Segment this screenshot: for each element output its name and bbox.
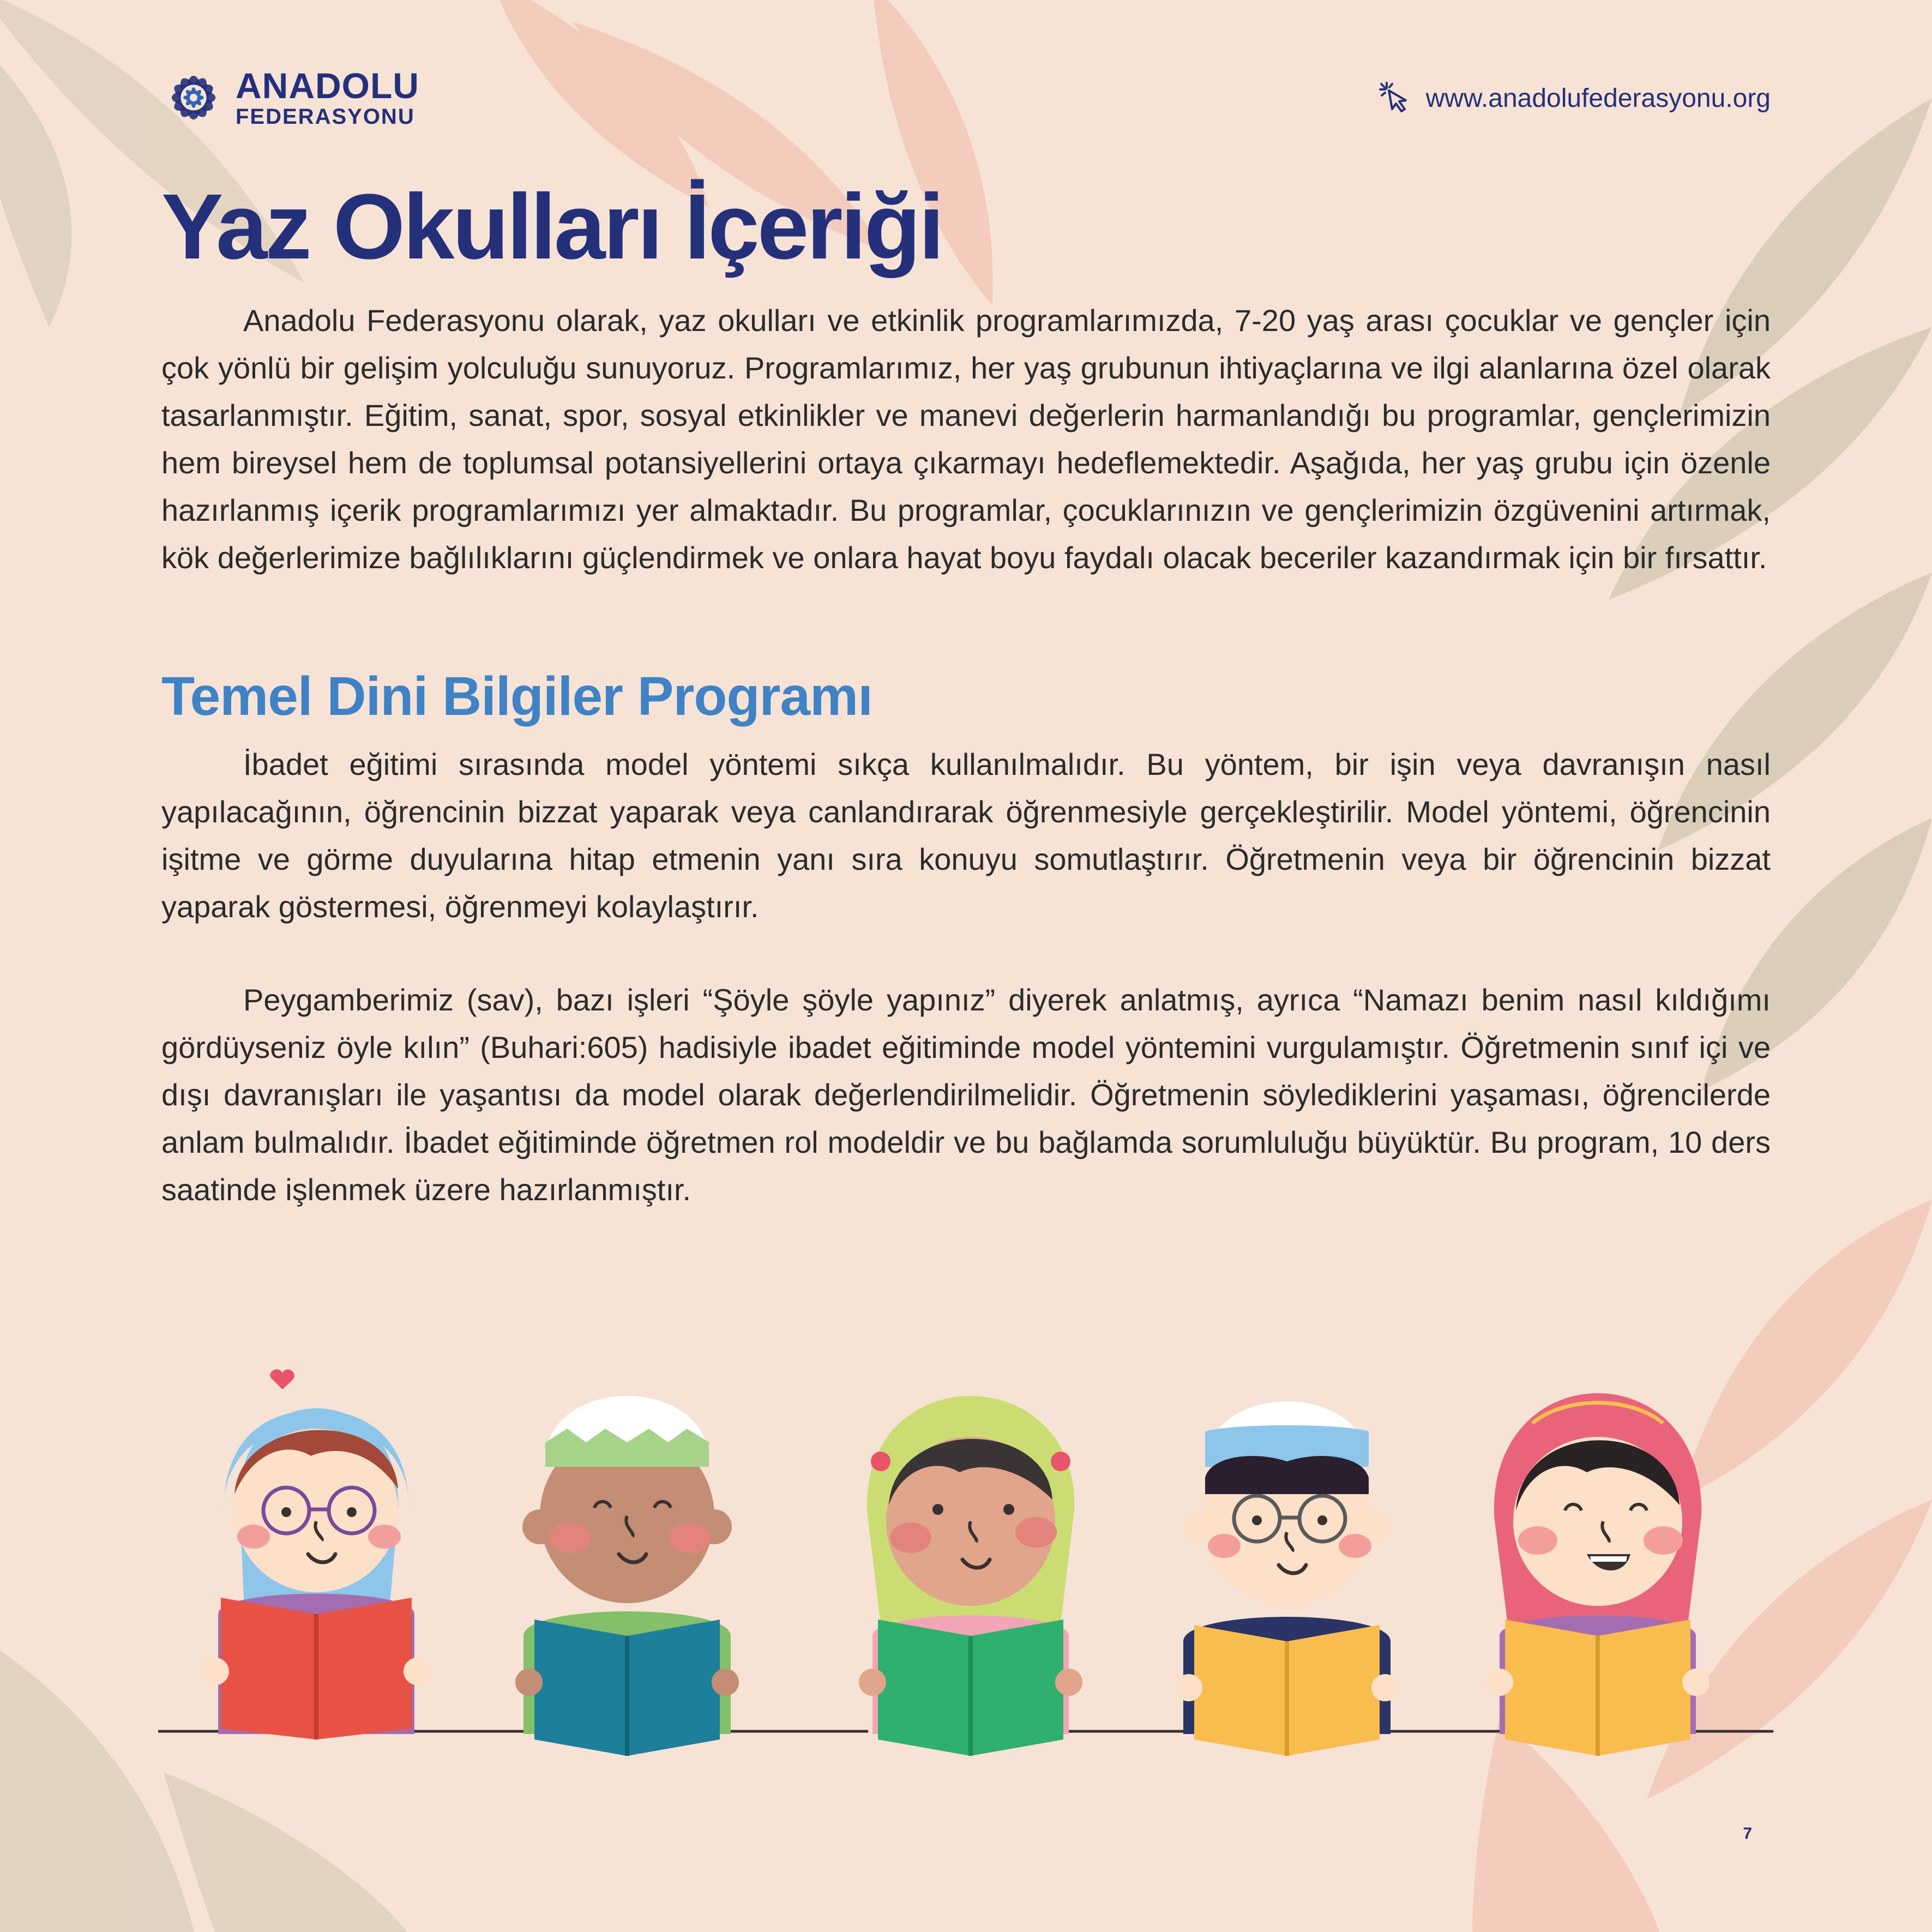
intro-text: Anadolu Federasyonu olarak, yaz okulları ve etkinlik programlarımızda, 7-20 yaş arası çocuklar ve gençler için çok yönlü bir gelişim yolculuğu sunuyoruz. Programlarımız, her yaş grubunun ihtiyaçlarına ve ilgi alanlarına özel olarak tasarlanmıştır. Eğitim, sanat, spor, sosyal etkinlikler ve manevi değerlerin harmanlandığı bu programlar, gençlerimizin hem bireysel hem de toplumsal potansiyellerini ortaya çıkarmayı hedeflemektedir. Aşağıda, her yaş grubu için özenle hazırlanmış içerik programlarımızı yer almaktadır. Bu programlar, çocuklarınızın ve gençlerimizin özgüvenini artırmak, kök değerlerimize bağlılıklarını güçlendirmek ve onlara hayat boyu faydalı olacak beceriler kazandırmak için bir fırsattır. bbox=[161, 303, 1771, 575]
kid-blue-hijab bbox=[202, 1369, 431, 1740]
kid-white-kufi bbox=[515, 1396, 739, 1756]
kid-green-hijab bbox=[859, 1396, 1082, 1756]
page-number: 7 bbox=[1743, 1825, 1752, 1843]
section-paragraph-2 bbox=[161, 976, 1771, 1213]
website-url[interactable]: www.anadolufederasyonu.org bbox=[1425, 83, 1771, 113]
page-title: Yaz Okulları İçeriği bbox=[161, 175, 942, 279]
kid-blue-kufi bbox=[1175, 1401, 1399, 1756]
children-reading-illustration bbox=[158, 1331, 1778, 1767]
logo-name: ANADOLU bbox=[236, 65, 419, 106]
intro-paragraph bbox=[161, 297, 1771, 581]
section-heading: Temel Dini Bilgiler Programı bbox=[161, 666, 872, 727]
section-paragraph-1 bbox=[161, 741, 1771, 930]
section-paragraph-1-text: İbadet eğitimi sırasında model yöntemi sıkça kullanılmalıdır. Bu yöntem, bir işin veya davranışın nasıl yapılacağının, öğrencinin bizzat yaparak veya canlandırarak öğrenmesiyle gerçekleştirilir. Model yöntemi, öğrencinin işitme ve görme duyularına hitap etmenin yanı sıra konuyu somutlaştırır. Öğretmenin veya bir öğrencinin bizzat yaparak göstermesi, öğrenmeyi kolaylaştırır. bbox=[161, 747, 1771, 924]
logo-subname: FEDERASYONU bbox=[236, 105, 415, 129]
cursor-click-icon bbox=[1379, 81, 1414, 116]
federation-logo[interactable] bbox=[161, 65, 419, 130]
section-paragraph-2-text: Peygamberimiz (sav), bazı işleri “Şöyle şöyle yapınız” diyerek anlatmış, ayrıca “Namazı benim nasıl kıldığımı gördüyseniz öyle kılın” (Buhari:605) hadisiyle ibadet eğitiminde model yöntemini vurgulamıştır. Öğretmenin sınıf içi ve dışı davranışları ile yaşantısı da model olarak değerlendirilmelidir. Öğretmenin söylediklerini yaşaması, öğrencilerde anlam bulmalıdır. İbadet eğitiminde öğretmen rol modeldir ve bu bağlamda sorumluluğu büyüktür. Bu program, 10 ders saatinde işlenmek üzere hazırlanmıştır. bbox=[161, 983, 1771, 1207]
flower-logo-icon bbox=[161, 65, 226, 130]
kid-pink-hijab bbox=[1486, 1393, 1710, 1756]
website-link[interactable] bbox=[1379, 81, 1771, 116]
